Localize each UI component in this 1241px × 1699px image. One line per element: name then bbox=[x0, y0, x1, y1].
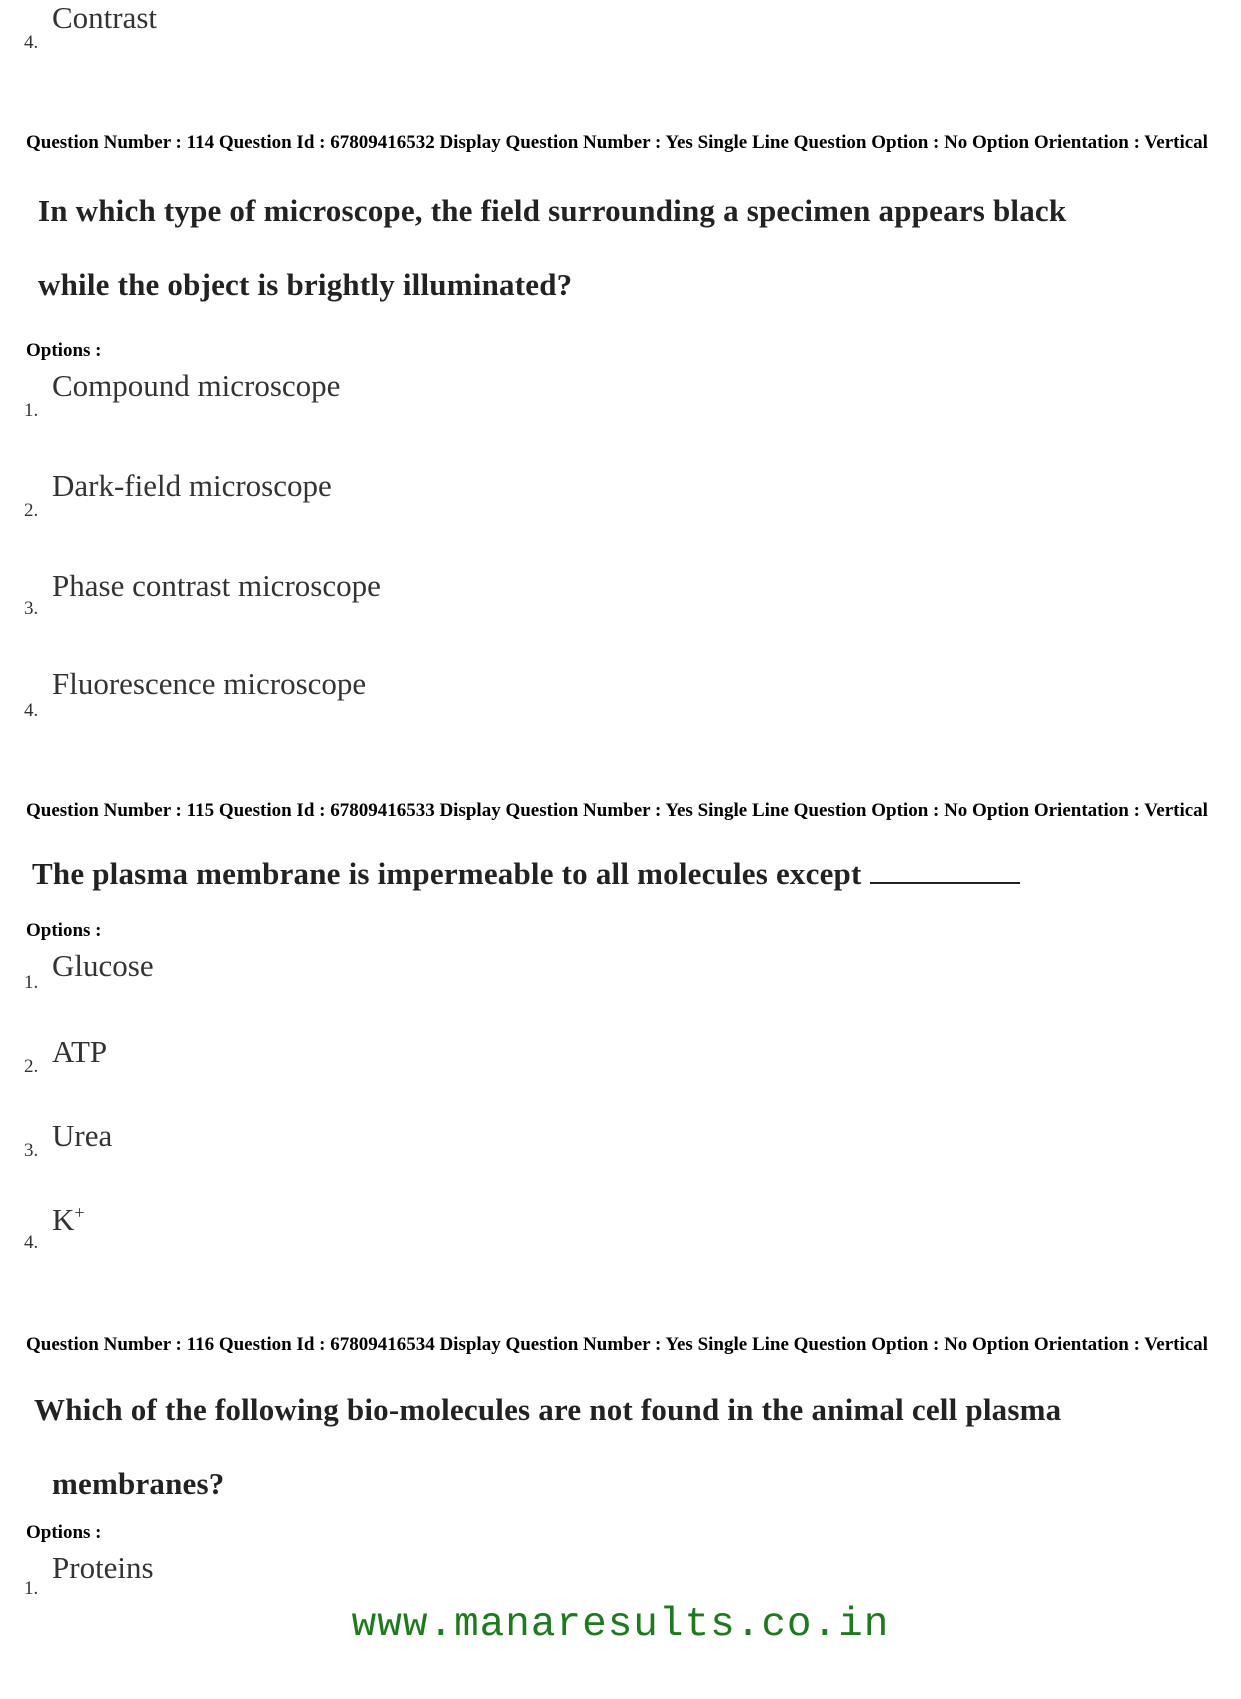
question-meta: Question Number : 116 Question Id : 67809416534 Display Question Number : Yes Single Line Question Option : No Option Orientation : Vertical bbox=[26, 1334, 1208, 1355]
option-number: 4. bbox=[24, 700, 39, 721]
option-text: Urea bbox=[52, 1118, 113, 1153]
question-text-line: membranes? bbox=[52, 1466, 225, 1501]
option-text: Fluorescence microscope bbox=[52, 666, 367, 701]
option-number: 4. bbox=[24, 32, 39, 53]
option-number: 3. bbox=[24, 1140, 39, 1161]
option-text bbox=[52, 1202, 85, 1238]
superscript-plus: + bbox=[74, 1202, 85, 1223]
option-number: 1. bbox=[24, 972, 39, 993]
question-text-line: while the object is brightly illuminated? bbox=[38, 267, 573, 302]
option-text-base: K bbox=[52, 1202, 75, 1237]
question-meta: Question Number : 114 Question Id : 67809416532 Display Question Number : Yes Single Line Question Option : No Option Orientation : Vertical bbox=[26, 132, 1208, 153]
option-text: ATP bbox=[52, 1034, 108, 1069]
question-text-line: Which of the following bio-molecules are not found in the animal cell plasma bbox=[34, 1392, 1062, 1427]
question-text-line: In which type of microscope, the field surrounding a specimen appears black bbox=[38, 193, 1067, 228]
option-number: 2. bbox=[24, 500, 39, 521]
option-text: Phase contrast microscope bbox=[52, 568, 381, 603]
option-number: 3. bbox=[24, 598, 39, 619]
option-number: 1. bbox=[24, 400, 39, 421]
option-text: Glucose bbox=[52, 948, 154, 983]
options-label: Options : bbox=[26, 920, 102, 941]
question-text: The plasma membrane is impermeable to all molecules except bbox=[32, 856, 862, 891]
question-meta: Question Number : 115 Question Id : 67809416533 Display Question Number : Yes Single Line Question Option : No Option Orientation : Vertical bbox=[26, 800, 1208, 821]
question-text-line bbox=[32, 856, 1020, 892]
option-number: 1. bbox=[24, 1578, 39, 1599]
option-number: 2. bbox=[24, 1056, 39, 1077]
option-text: Compound microscope bbox=[52, 368, 341, 403]
option-text: Dark-field microscope bbox=[52, 468, 332, 503]
answer-blank bbox=[870, 856, 1020, 884]
option-number: 4. bbox=[24, 1232, 39, 1253]
footer-url[interactable]: www.manaresults.co.in bbox=[351, 1602, 890, 1648]
option-text: Proteins bbox=[52, 1550, 154, 1585]
options-label: Options : bbox=[26, 1522, 102, 1543]
options-label: Options : bbox=[26, 340, 102, 361]
option-text: Contrast bbox=[52, 0, 158, 35]
